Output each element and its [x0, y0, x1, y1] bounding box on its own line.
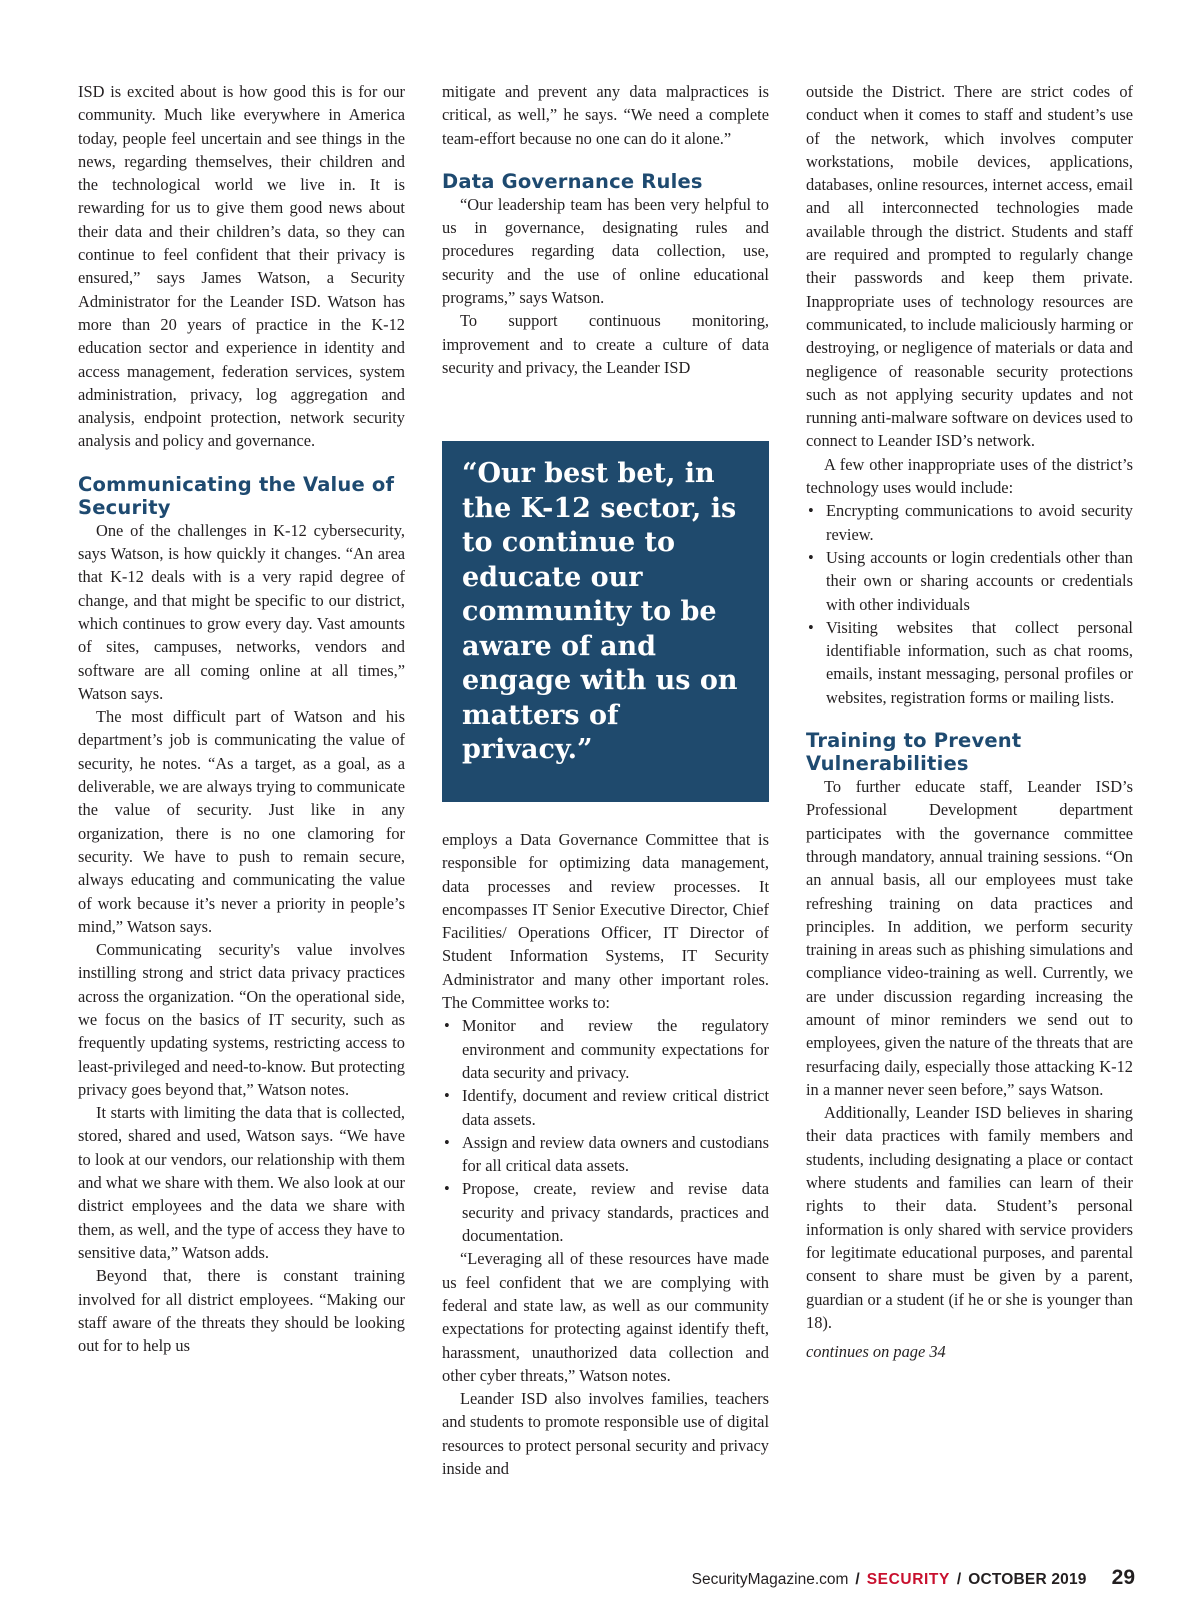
paragraph: Leander ISD also involves families, teachers and students to promote responsible use of digital resources to protect personal security and privacy inside and: [442, 1389, 769, 1479]
list-item: • Monitor and review the regulatory environment and community expectations for data security and privacy.: [442, 1014, 769, 1084]
paragraph: Additionally, Leander ISD believes in sharing their data practices with family members and students, including designating a place or contact where students and families can learn of their rights to their data. Student’s personal information is only shared with service providers for legitimate educational purposes, and parental consent to share must be given by a parent, guardian or a student (if he or she is younger than 18).: [806, 1103, 1133, 1332]
paragraph: “Our leadership team has been very helpful to us in governance, designating rules and procedures regarding data collection, use, security and the use of online educational programs,” says Watson.: [442, 194, 769, 308]
list-item: • Encrypting communications to avoid security review.: [806, 499, 1133, 546]
paragraph: It starts with limiting the data that is collected, stored, shared and used, Watson says. “We have to look at our vendors, our relationship with them and what we share with them. We also look at our district employees and the data we share with them, as well, and the type of access they have to sensitive data,” Watson adds.: [78, 1103, 405, 1262]
list-item: • Propose, create, review and revise data security and privacy standards, practices and documentation.: [442, 1177, 769, 1247]
footer-separator: /: [855, 1571, 860, 1588]
paragraph: The most difficult part of Watson and his department’s job is communicating the value of security, he notes. “As a target, as a goal, as a deliverable, we are always trying to communicate the value of security. Just like in any organization, there is no one clamoring for security. We have to push to remain secure, always educating and communicating the value of work because it’s never a priority in people’s mind,” Watson says.: [78, 707, 405, 936]
section-heading-training: Training to Prevent Vulnerabilities: [806, 729, 1022, 776]
paragraph: Beyond that, there is constant training involved for all district employees. “Making our staff aware of the threats they should be looking out for to help us: [78, 1266, 405, 1356]
footer-separator: /: [956, 1571, 962, 1588]
paragraph: One of the challenges in K-12 cybersecurity, says Watson, is how quickly it changes. “An area that K-12 deals with is a very rapid degree of change, and that might be specific to our district, which continues to grow every day. Vast amounts of sites, campuses, networks, vendors and software are all coming online at all times,” Watson says.: [78, 520, 405, 703]
section-heading-communicating: Communicating the Value of Security: [78, 472, 395, 519]
column-1: [78, 80, 405, 1357]
footer-brand: SECURITY: [866, 1571, 950, 1588]
paragraph: outside the District. There are strict codes of conduct when it comes to staff and student’s use of the network, which involves computer workstations, mobile devices, applications, databases, online resources, internet access, email and all interconnected technologies made available through the district. Students and staff are required and prompted to regularly change their passwords and keep them private. Inappropriate uses of technology resources are communicated, to include maliciously harming or destroying, or negligence of materials or data and negligence of reasonable security protections such as not applying security updates and not running anti-malware software on devices used to connect to Leander ISD’s network.: [806, 82, 1133, 451]
section-heading-data-governance: Data Governance Rules: [442, 169, 703, 193]
pull-quote-text: “Our best bet, in the K-12 sector, is to continue to educate our community to be aware of and engage with us on matters of privacy.”: [462, 458, 738, 765]
column-2-bottom: [442, 828, 769, 1480]
paragraph: mitigate and prevent any data malpractices is critical, as well,” he says. “We need a complete team-effort because no one can do it alone.”: [442, 82, 769, 148]
continues-on-page-link: continues on page 34: [806, 1342, 946, 1362]
list-item: • Identify, document and review critical district data assets.: [442, 1084, 769, 1131]
list-item: • Visiting websites that collect personal identifiable information, such as chat rooms, emails, instant messaging, personal profiles or websites, registration forms or mailing lists.: [806, 616, 1133, 709]
paragraph: “Leveraging all of these resources have made us feel confident that we are complying with federal and state law, as well as our community expectations for protecting against identify theft, harassment, unauthorized data collection and other cyber threats,” Watson notes.: [442, 1249, 769, 1385]
footer-date: OCTOBER 2019: [968, 1571, 1087, 1588]
paragraph: employs a Data Governance Committee that is responsible for optimizing data management, data processes and review processes. It encompasses IT Senior Executive Director, Chief Facilities/ Operations Officer, IT Director of Student Information Systems, IT Security Administrator and many other important roles. The Committee works to:: [442, 830, 769, 1013]
inappropriate-uses-list: [806, 499, 1133, 709]
page-number: 29: [1111, 1566, 1135, 1589]
paragraph: A few other inappropriate uses of the district’s technology uses would include:: [806, 454, 1133, 498]
paragraph: Communicating security's value involves instilling strong and strict data privacy practices across the organization. “On the operational side, we focus on the basics of IT security, such as frequently updating systems, restricting access to least-privileged and need-to-know. But protecting privacy goes beyond that,” Watson notes.: [78, 940, 405, 1099]
paragraph: To further educate staff, Leander ISD’s Professional Development department participates with the governance committee through mandatory, annual training sessions. “On an annual basis, all our employees must take refreshing training on data practices and principles. In addition, we perform security training in areas such as phishing simulations and compliance video-training as well. Currently, we are under discussion regarding increasing the amount of minor reminders we send out to employees, given the nature of the threats that are resurfacing daily, especially those attacking K-12 in a manner never seen before,” says Watson.: [806, 777, 1133, 1099]
footer-site: SecurityMagazine.com: [691, 1571, 849, 1588]
paragraph: ISD is excited about is how good this is for our community. Much like everywhere in America today, people feel uncertain and see things in the news, regarding themselves, their children and the technological world we live in. It is rewarding for us to give them good news about their data and their children’s data, so they can continue to feel confident that their privacy is ensured,” says James Watson, a Security Administrator for the Leander ISD. Watson has more than 20 years of practice in the K-12 education sector and experience in identity and access management, federation services, system administration, privacy, log aggregation and analysis, endpoint protection, network security analysis and policy and governance.: [78, 82, 405, 451]
page-footer: [692, 1566, 1135, 1590]
list-item: • Using accounts or login credentials other than their own or sharing accounts or credentials with other individuals: [806, 546, 1133, 616]
list-item: • Assign and review data owners and custodians for all critical data assets.: [442, 1131, 769, 1178]
pull-quote-box: [442, 441, 769, 802]
committee-duties-list: [442, 1014, 769, 1247]
column-3: [806, 80, 1133, 1363]
column-2-top: [442, 80, 769, 379]
paragraph: To support continuous monitoring, improvement and to create a culture of data security and privacy, the Leander ISD: [442, 311, 769, 377]
